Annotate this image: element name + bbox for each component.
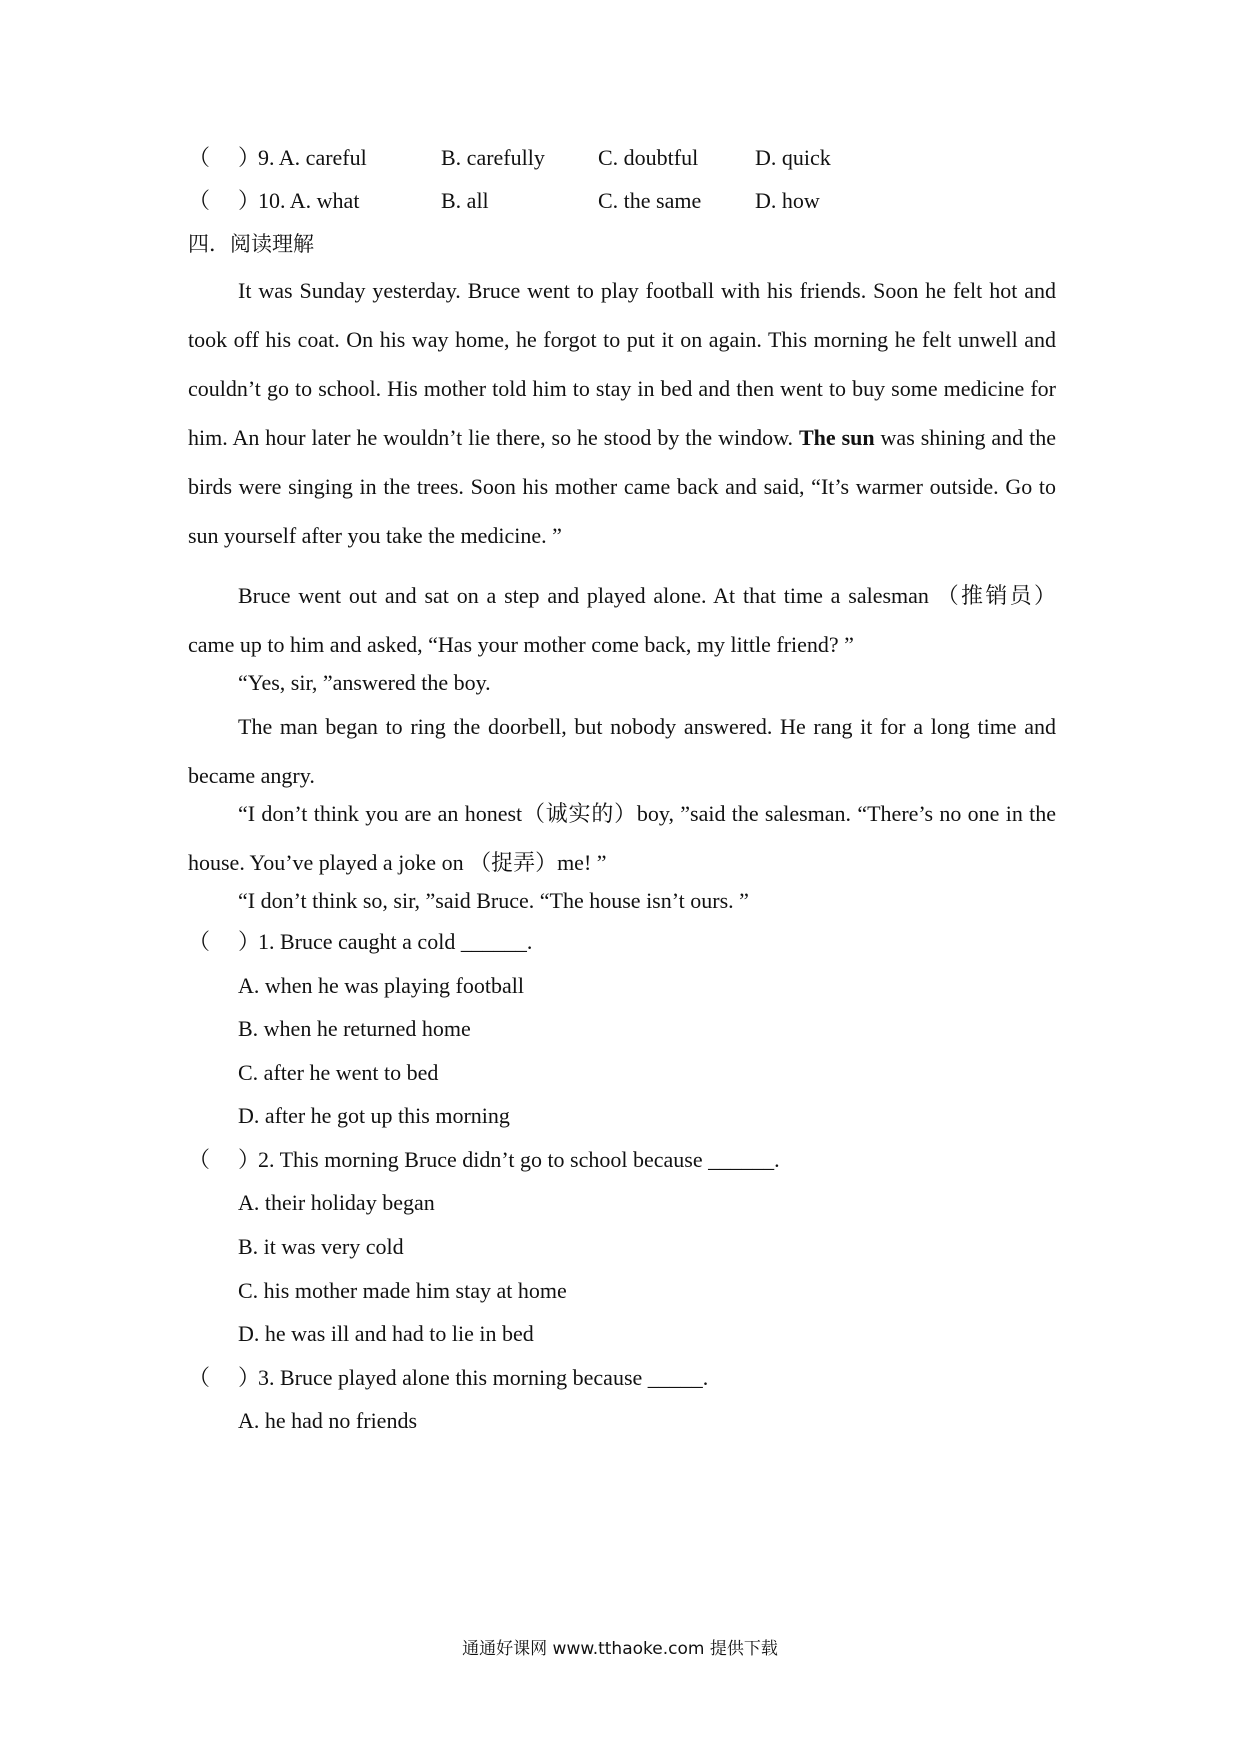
passage-paragraph-6 [188,876,1056,925]
question-2-option-c: C. his mother made him stay at home [238,1278,567,1303]
passage-text: “Yes, sir, ”answered the boy. [238,670,491,695]
passage-paragraph-2 [188,571,1056,669]
question-stem: 3. Bruce played alone this morning because _____. [258,1365,709,1390]
question-stem: 2. This morning Bruce didn’t go to school because ______. [258,1147,780,1172]
passage-text: was shining and the birds were singing in the trees. Soon his mother came back and said, “It’s warmer outside. Go to sun yourself after you take the medicine. ” [188,425,1056,548]
passage-text: “I don’t think so, sir, ”said Bruce. “The house isn’t ours. ” [238,888,749,913]
option-c: C. the same [598,188,702,213]
answer-paren-open: （ [188,145,211,170]
question-2 [188,1145,988,1175]
passage-paragraph-3 [188,658,1056,707]
page-footer: 通通好课网 www.tthaoke.com 提供下载 [462,1639,778,1659]
question-1-option-c: C. after he went to bed [238,1060,439,1085]
passage-text: The man began to ring the doorbell, but nobody answered. He rang it for a long time and became angry. [188,714,1056,788]
question-2-option-a: A. their holiday began [238,1190,435,1215]
question-1-option-b: B. when he returned home [238,1016,471,1041]
cloze-row-10 [188,186,888,216]
question-3-option-a: A. he had no friends [238,1408,418,1433]
section-title: 四．阅读理解 [188,232,314,256]
option-a: 10. A. what [258,188,360,213]
passage-paragraph-4 [188,702,1056,800]
question-2-option-b: B. it was very cold [238,1234,404,1259]
answer-paren-open: （ [188,1147,211,1172]
option-a: 9. A. careful [258,145,367,170]
question-2-option-d: D. he was ill and had to lie in bed [238,1321,534,1346]
passage-text: It was Sunday yesterday. Bruce went to play football with his friends. Soon he felt hot and took off his coat. On his way home, he forgot to put it on again. This morning he felt unwell and couldn’t go to school. His mother told him to stay in bed and then went to buy some medicine for him. An hour later he wouldn’t lie there, so he stood by the window. [188,278,1056,450]
question-1-option-a: A. when he was playing football [238,973,524,998]
cloze-row-9 [188,143,888,173]
passage-bold-text: The sun [798,425,875,450]
option-d: D. quick [755,145,831,170]
answer-paren-close: ） [238,1147,261,1172]
option-c: C. doubtful [598,145,699,170]
answer-paren-close: ） [238,1365,261,1390]
option-d: D. how [755,188,820,213]
option-b: B. carefully [441,145,545,170]
question-1 [188,927,888,957]
answer-paren-close: ） [238,929,261,954]
option-b: B. all [441,188,489,213]
answer-paren-close: ） [238,145,261,170]
passage-text: “I don’t think you are an honest（诚实的）boy, ”said the salesman. “There’s no one in the house. You’ve played a joke on （捉弄）me! ” [188,801,1056,875]
answer-paren-close: ） [238,188,261,213]
question-1-option-d: D. after he got up this morning [238,1103,510,1128]
passage-text: Bruce went out and sat on a step and played alone. At that time a salesman （推销员）came up to him and asked, “Has your mother come back, my little friend? ” [188,583,1056,657]
answer-paren-open: （ [188,1365,211,1390]
answer-paren-open: （ [188,188,211,213]
passage-paragraph-1 [188,266,1056,560]
question-stem: 1. Bruce caught a cold ______. [258,929,533,954]
question-3 [188,1363,988,1393]
answer-paren-open: （ [188,929,211,954]
passage-paragraph-5 [188,789,1056,887]
